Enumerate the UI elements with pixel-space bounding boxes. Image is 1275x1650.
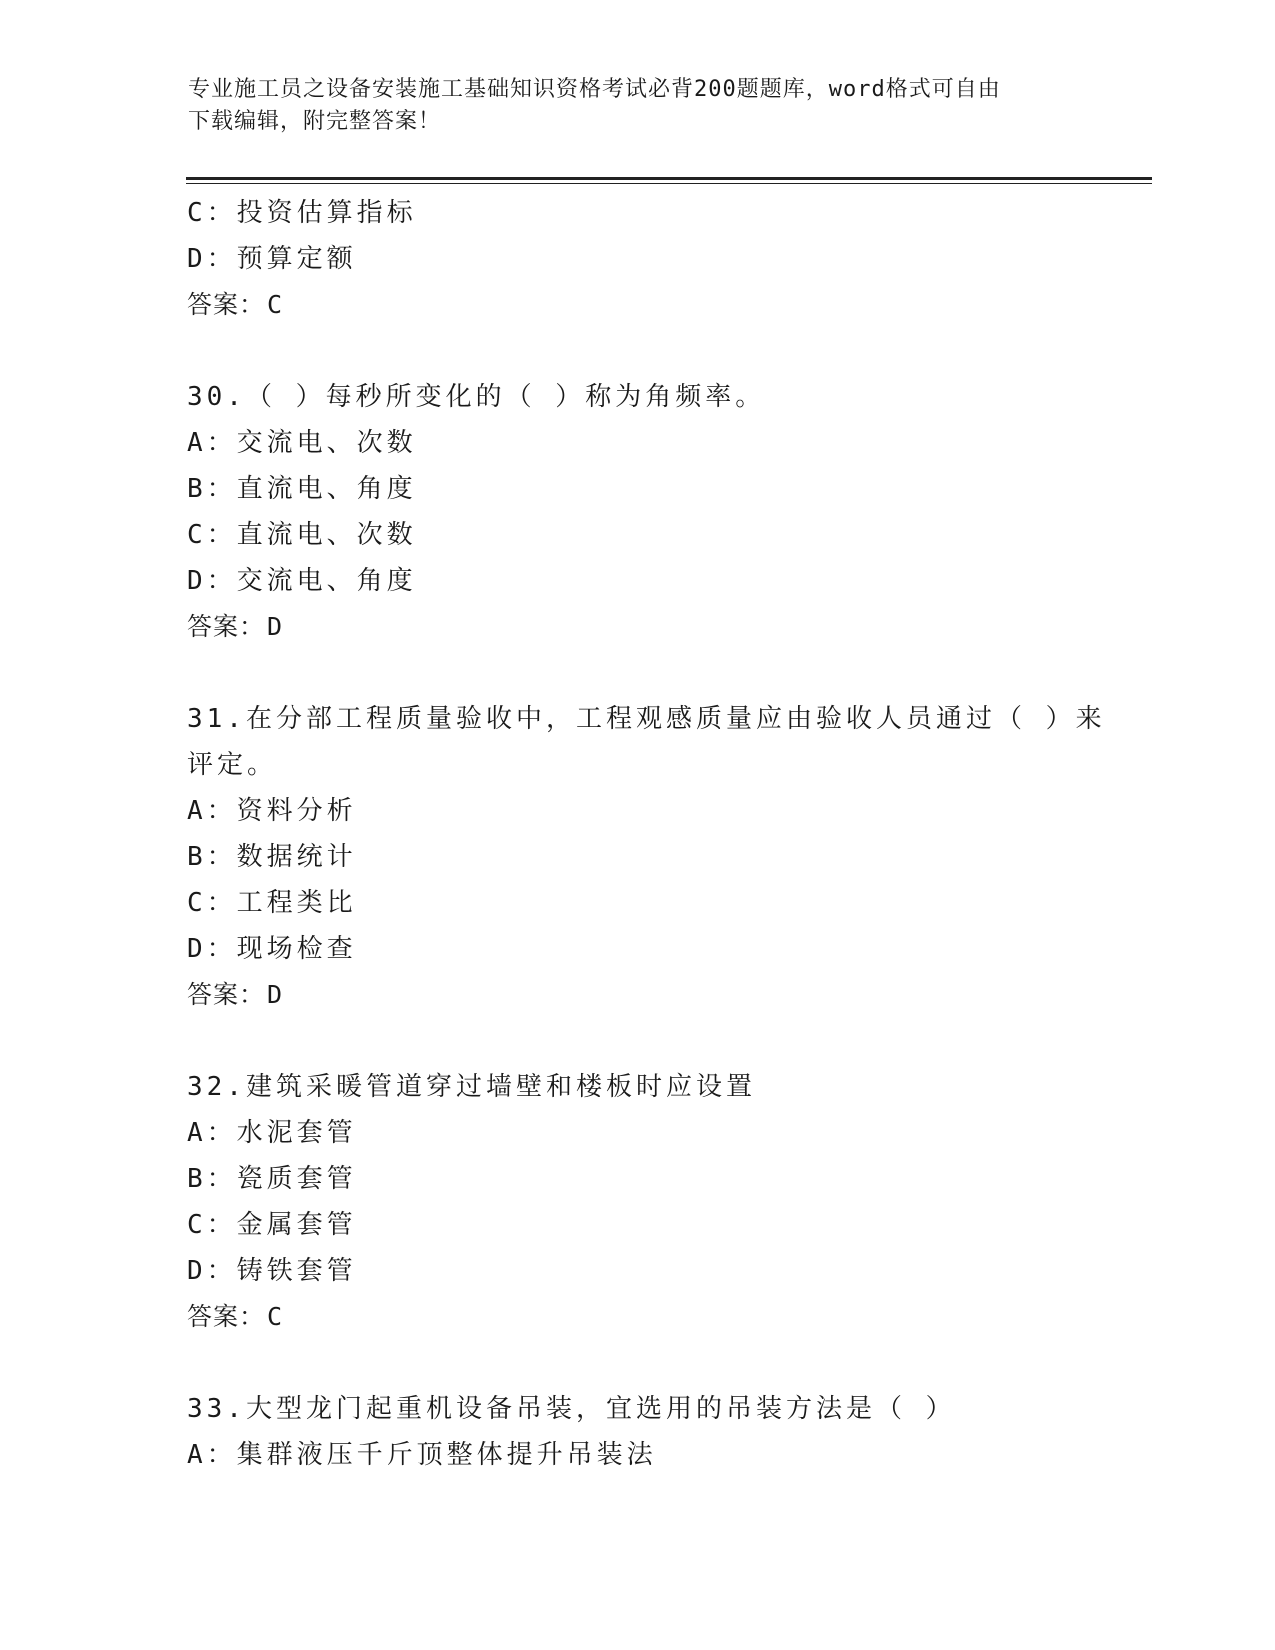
answer-line [187, 1294, 1087, 1340]
question-block-31 [187, 696, 1106, 1018]
option-c: C：直流电、次数 [187, 520, 417, 550]
spacer [187, 650, 1087, 696]
option-d: D：铸铁套管 [187, 1256, 357, 1286]
question-text-line-2: 评定。 [187, 750, 278, 780]
answer-value: D [267, 980, 284, 1009]
answer-label: 答案： [187, 612, 266, 641]
question-text: 32.建筑采暖管道穿过墙壁和楼板时应设置 [187, 1072, 756, 1102]
question-text: 33.大型龙门起重机设备吊装，宜选用的吊装方法是（ ） [187, 1394, 956, 1424]
question-text-line-1: 31.在分部工程质量验收中，工程观感质量应由验收人员通过（ ）来 [187, 704, 1106, 734]
answer-value: D [267, 612, 284, 641]
answer-label: 答案： [187, 290, 266, 319]
page-header [188, 74, 1088, 138]
option-b: B：数据统计 [187, 842, 357, 872]
spacer [187, 1340, 1087, 1386]
option-b: B：直流电、角度 [187, 474, 417, 504]
question-list [187, 190, 1106, 1478]
spacer [187, 328, 1087, 374]
header-line-1: 专业施工员之设备安装施工基础知识资格考试必背200题题库，word格式可自由 [188, 77, 1001, 102]
question-block-30 [187, 374, 1087, 650]
answer-label: 答案： [187, 1302, 266, 1331]
option-d: D：现场检查 [187, 934, 357, 964]
header-divider-thin [186, 183, 1152, 184]
option-a: A：交流电、次数 [187, 428, 417, 458]
option-a: A：资料分析 [187, 796, 357, 826]
option-c: C：金属套管 [187, 1210, 357, 1240]
answer-line [187, 972, 1087, 1018]
header-line-2: 下载编辑，附完整答案！ [188, 109, 442, 134]
option-d: D：交流电、角度 [187, 566, 417, 596]
option-c: C：工程类比 [187, 888, 357, 918]
option-a: A：集群液压千斤顶整体提升吊装法 [187, 1440, 657, 1470]
question-block-32 [187, 1064, 1087, 1340]
answer-value: C [267, 1302, 284, 1331]
option-d: D：预算定额 [187, 244, 357, 274]
answer-line [187, 604, 1087, 650]
spacer [187, 1018, 1087, 1064]
answer-line [187, 282, 1087, 328]
question-block-prev [187, 190, 1087, 328]
option-c: C：投资估算指标 [187, 198, 417, 228]
option-a: A：水泥套管 [187, 1118, 357, 1148]
option-b: B：瓷质套管 [187, 1164, 357, 1194]
question-block-33 [187, 1386, 1087, 1478]
answer-value: C [267, 290, 284, 319]
header-divider-thick [186, 177, 1152, 180]
question-text: 30.（ ）每秒所变化的（ ）称为角频率。 [187, 382, 766, 412]
answer-label: 答案： [187, 980, 266, 1009]
